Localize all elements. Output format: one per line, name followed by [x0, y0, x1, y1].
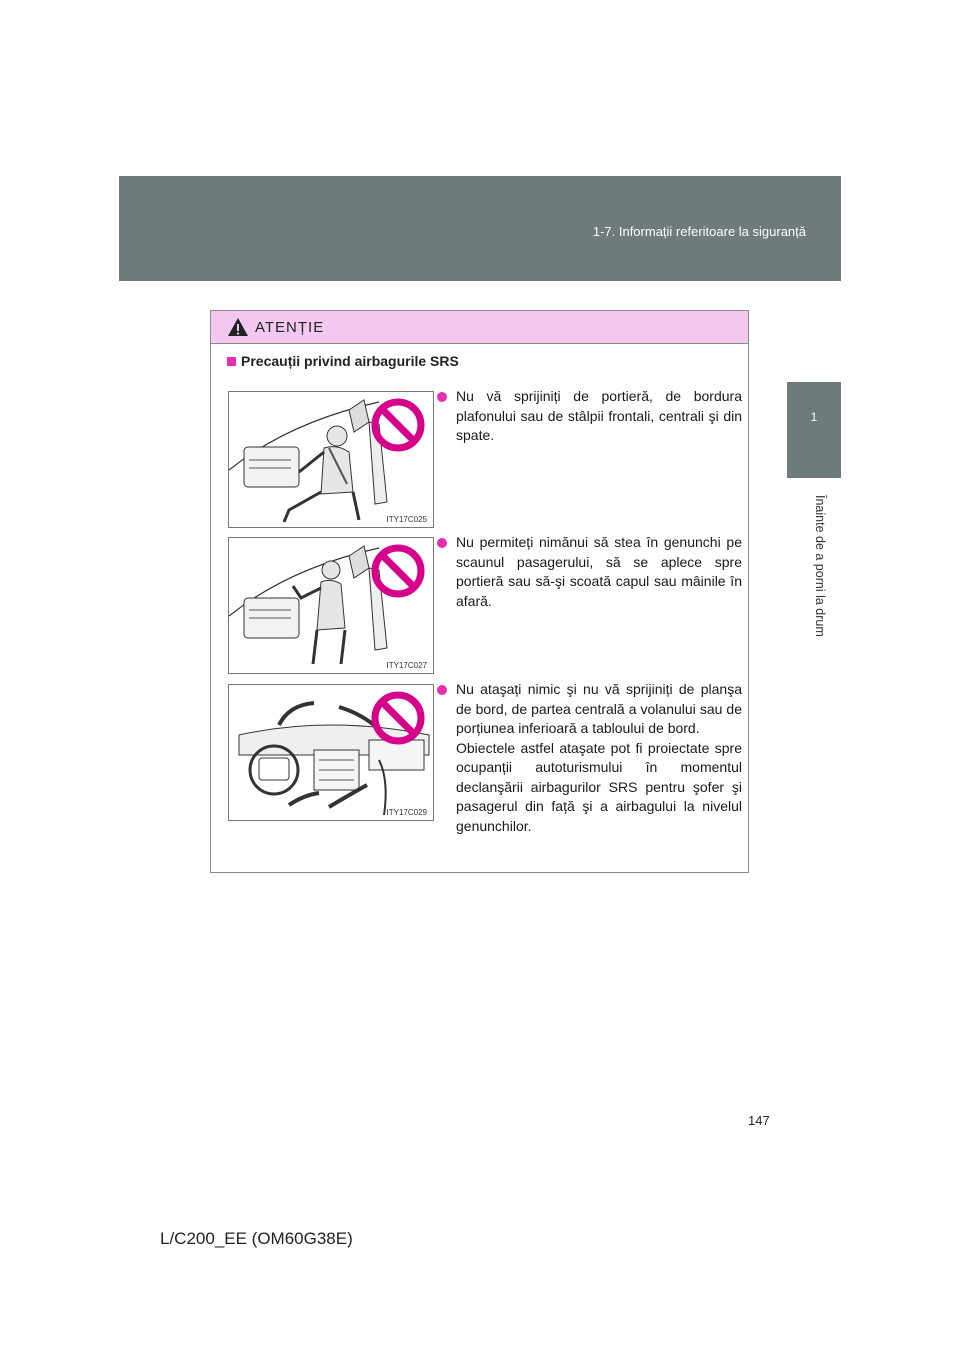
chapter-number: 1 [810, 410, 818, 424]
warning-title: ATENȚIE [255, 318, 325, 336]
subheading [227, 353, 459, 369]
list-item-text: Nu permiteți nimănui să stea în genunchi pe scaunul pasagerului, să se aplece spre portieră sau să-şi scoată capul sau mâinile în afară. [456, 534, 742, 609]
list-item-text: Nu vă sprijiniți de portieră, de bordura plafonului sau de stâlpii frontali, centrali şi din spate. [456, 388, 742, 443]
image-code: ITY17C025 [386, 515, 427, 524]
image-code: ITY17C027 [386, 661, 427, 670]
page-number: 147 [748, 1113, 770, 1128]
image-code: ITY17C029 [386, 808, 427, 817]
list-item [437, 680, 742, 836]
prohibition-icon [370, 690, 426, 746]
section-title: 1-7. Informații referitoare la siguranță [592, 224, 806, 239]
bullet-dot-icon [437, 685, 447, 695]
illustration-passenger-kneeling [228, 537, 434, 674]
model-code: L/C200_EE (OM60G38E) [160, 1229, 353, 1248]
illustration-seat-leaning [228, 391, 434, 528]
list-item [437, 387, 742, 446]
warning-header [211, 311, 748, 344]
warning-box [210, 310, 749, 873]
chapter-tab [787, 382, 841, 478]
subheading-text: Precauții privind airbagurile SRS [241, 353, 459, 369]
header-band [119, 176, 841, 281]
chapter-label: Înainte de a porni la drum [813, 495, 827, 637]
illustration-dashboard [228, 684, 434, 821]
square-bullet-icon [227, 357, 236, 366]
bullet-dot-icon [437, 392, 447, 402]
prohibition-icon [370, 543, 426, 599]
list-item [437, 533, 742, 611]
prohibition-icon [370, 397, 426, 453]
bullet-dot-icon [437, 538, 447, 548]
warning-triangle-icon [227, 317, 249, 337]
list-item-text: Nu ataşați nimic şi nu vă sprijiniți de planşa de bord, de partea centrală a volanului sau de porțiunea inferioară a tabloului de bord. Obiectele astfel ataşate pot fi proiectate spre ocupanții autoturismului în momentul declanşării airbagurilor SRS pentru şofer şi pasagerul din față şi a airbagului la nivelul genunchilor. [456, 681, 742, 834]
